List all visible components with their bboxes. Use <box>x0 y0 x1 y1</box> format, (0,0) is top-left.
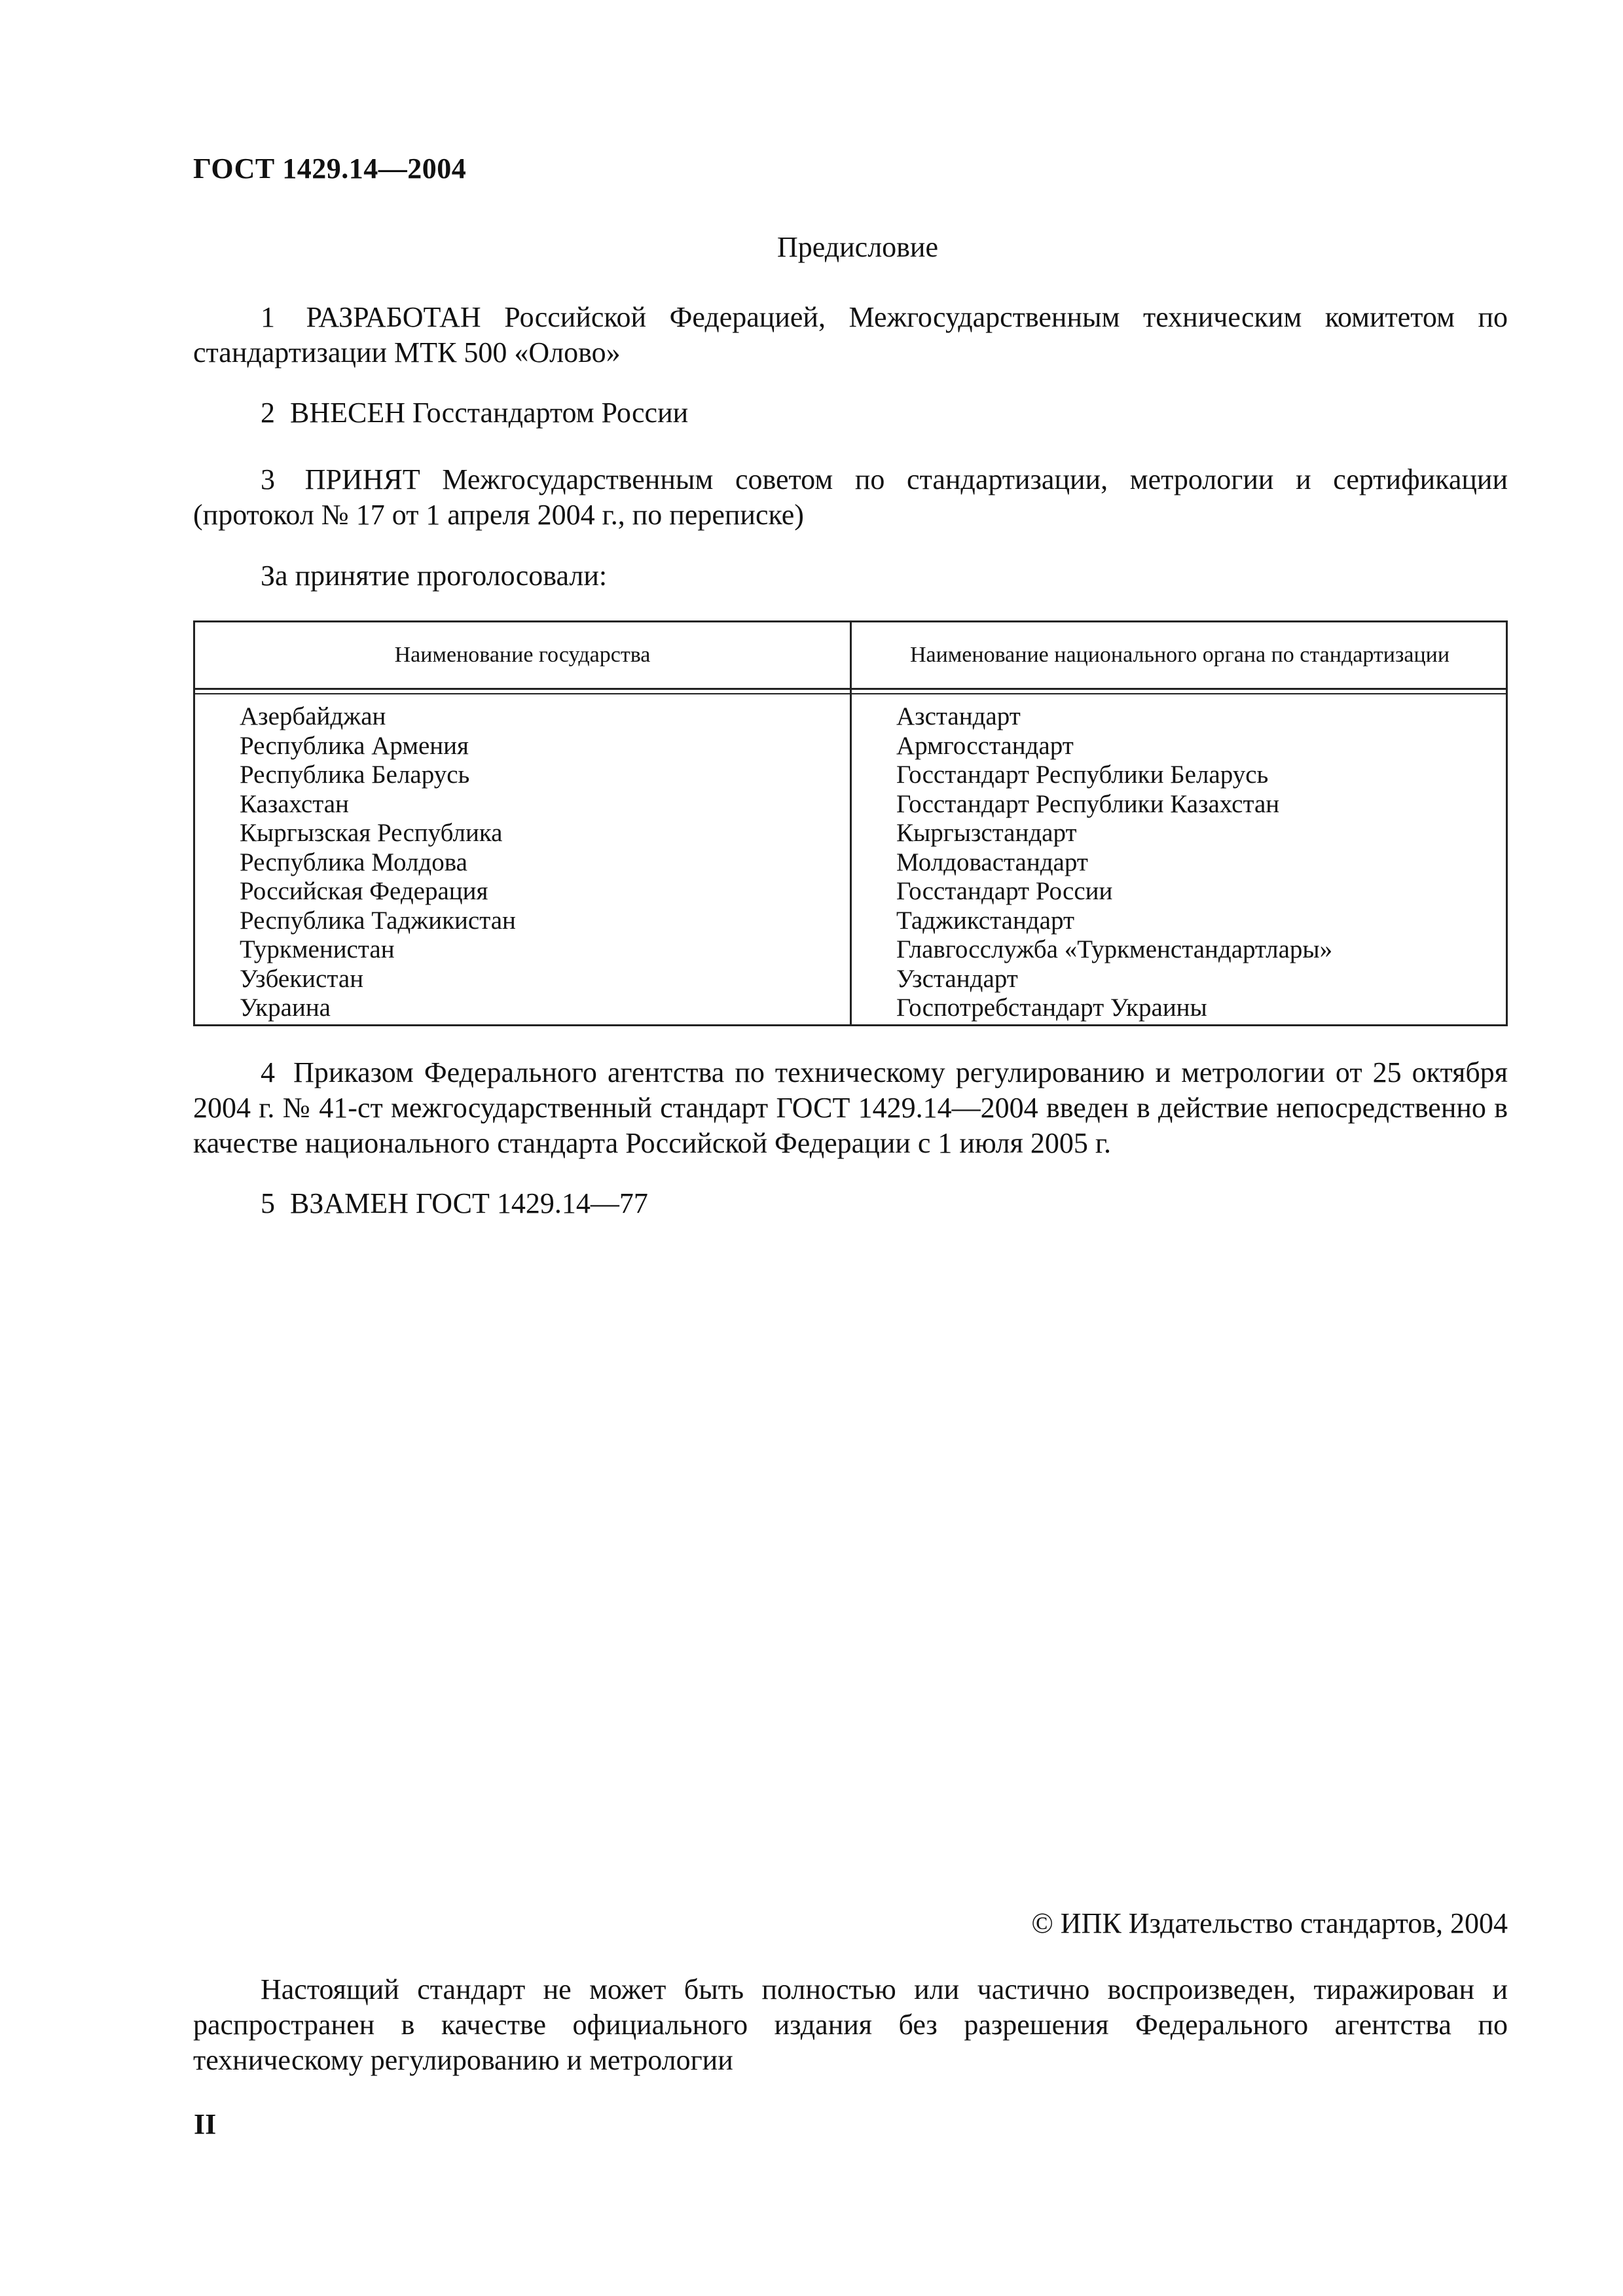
table-row-state: Республика Молдова <box>240 848 467 876</box>
table-row-state: Республика Беларусь <box>240 761 470 789</box>
table-row-state: Республика Таджикистан <box>240 906 516 935</box>
preface-item-2 <box>193 395 1508 431</box>
preface-item-3 <box>193 462 1508 533</box>
table-row-standards-body: Госстандарт Республики Казахстан <box>896 789 1280 818</box>
item-number: 1 <box>261 301 275 333</box>
preface-item-1 <box>193 300 1508 370</box>
table-row-state: Азербайджан <box>240 702 386 730</box>
table-row-state: Республика Армения <box>240 731 469 760</box>
item-text: Межгосударственным советом по стандартизации, метрологии и сертификации (протокол № 17 от 1 апреля 2004 г., по переписке) <box>193 463 1508 531</box>
item-text: Госстандартом России <box>412 397 689 429</box>
preface-item-4 <box>193 1055 1508 1161</box>
preface-item-5 <box>193 1186 1508 1221</box>
standards-body-list <box>896 702 1332 1023</box>
table-row-state: Казахстан <box>240 789 349 818</box>
table-row-standards-body: Госпотребстандарт Украины <box>896 994 1207 1022</box>
table-row-standards-body: Таджикстандарт <box>896 906 1074 935</box>
item-number: 5 <box>261 1187 275 1219</box>
table-row-standards-body: Азстандарт <box>896 702 1021 730</box>
item-text: Приказом Федерального агентства по техническому регулированию и метрологии от 25 октября 2004 г. № 41-ст межгосударственный стандарт ГОСТ 1429.14—2004 введен в действие непосредственно в качестве национального стандарта Российской Федерации с 1 июля 2005 г. <box>193 1056 1508 1159</box>
table-row-standards-body: Кыргызстандарт <box>896 819 1077 847</box>
table-row-standards-body: Госстандарт России <box>896 877 1113 905</box>
voted-label: За принятие проголосовали: <box>261 560 608 592</box>
table-row-standards-body: Главгосслужба «Туркменстандартлары» <box>896 935 1333 963</box>
reproduction-notice: Настоящий стандарт не может быть полностью или частично воспроизведен, тиражирован и распространен в качестве официального издания без разрешения Федерального агентства по техническому регулированию и метрологии <box>193 1973 1508 2076</box>
item-lead: ПРИНЯТ <box>304 463 420 495</box>
preface-title: Предисловие <box>777 231 938 263</box>
table-row-standards-body: Узстандарт <box>896 964 1018 993</box>
table-row-standards-body: Госстандарт Республики Беларусь <box>896 761 1269 789</box>
item-lead: ВНЕСЕН <box>290 397 405 429</box>
table-row-state: Украина <box>240 994 331 1022</box>
table-header-state: Наименование государства <box>394 643 651 667</box>
copyright-line: © ИПК Издательство стандартов, 2004 <box>1031 1907 1508 1939</box>
standard-designation: ГОСТ 1429.14—2004 <box>193 152 467 185</box>
table-row-standards-body: Армгосстандарт <box>896 731 1074 760</box>
table-row-standards-body: Молдовастандарт <box>896 848 1088 876</box>
item-number: 2 <box>261 397 275 429</box>
item-number: 3 <box>261 463 275 495</box>
table-row-state: Туркменистан <box>240 935 395 963</box>
header-rule <box>195 688 1506 690</box>
voting-table <box>193 620 1508 1026</box>
state-list <box>240 702 516 1023</box>
table-row-state: Российская Федерация <box>240 877 488 905</box>
table-row-state: Узбекистан <box>240 964 364 993</box>
table-header-standards-body: Наименование национального органа по стандартизации <box>909 643 1450 667</box>
page-number: II <box>194 2108 217 2140</box>
table-row-state: Кыргызская Республика <box>240 819 503 847</box>
item-lead: РАЗРАБОТАН <box>306 301 481 333</box>
item-text: ВЗАМЕН ГОСТ 1429.14—77 <box>290 1187 648 1219</box>
header-rule-double <box>195 693 1506 694</box>
item-text: Российской Федерацией, Межгосударственным техническим комитетом по стандартизации МТК 500 «Олово» <box>193 301 1508 368</box>
item-number: 4 <box>261 1056 275 1088</box>
